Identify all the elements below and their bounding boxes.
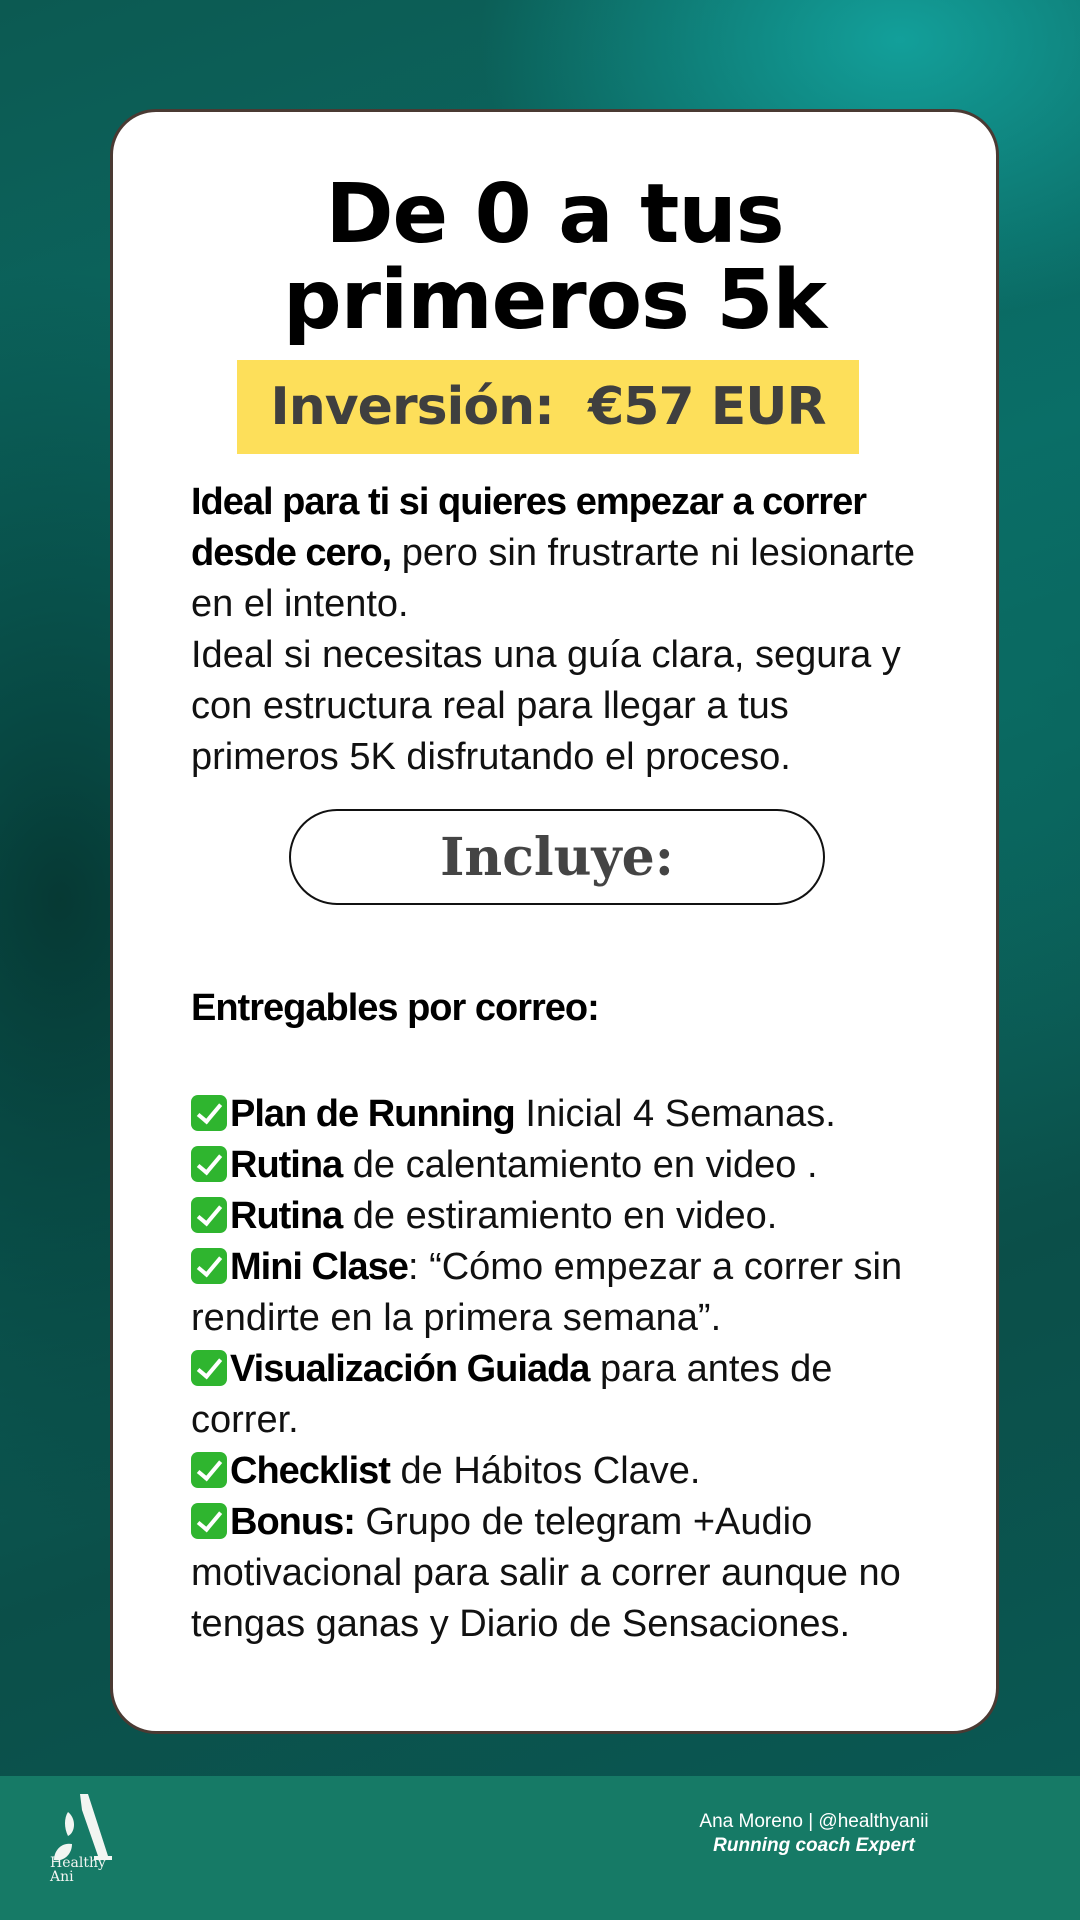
intro-second: Ideal si necesitas una guía clara, segura y con estructura real para llegar a tus primeros 5K disfrutando el proceso. <box>191 634 901 778</box>
logo-wordmark: Healthy Ani <box>50 1855 106 1885</box>
item-bold: Rutina <box>230 1195 343 1237</box>
item-bold: Mini Clase <box>230 1246 408 1288</box>
item-bold: Bonus: <box>230 1501 355 1543</box>
check-mark-button-icon <box>191 1503 227 1539</box>
intro-rest: pero sin frustrarte ni lesionarte en el intento. <box>191 532 916 625</box>
item-text: de Hábitos Clave. <box>389 1450 701 1492</box>
item-text: Grupo de telegram +Audio motivacional para salir a correr aunque no tengas ganas y Diario de Sensaciones. <box>191 1501 901 1645</box>
item-bold: Checklist <box>230 1450 390 1492</box>
item-bold: Visualización Guiada <box>230 1348 590 1390</box>
check-mark-button-icon <box>191 1146 227 1182</box>
list-item <box>191 1140 941 1191</box>
price-label: Inversión: €57 EUR <box>270 377 826 437</box>
author-handle: Ana Moreno | @healthyanii <box>699 1811 929 1832</box>
footer-credit <box>684 1810 944 1858</box>
intro-paragraph <box>191 477 931 783</box>
check-mark-button-icon <box>191 1452 227 1488</box>
deliverables-heading: Entregables por correo: <box>191 987 599 1029</box>
item-text: de estiramiento en video. <box>342 1195 778 1237</box>
list-item <box>191 1191 941 1242</box>
list-item <box>191 1089 941 1140</box>
price-highlight <box>237 360 859 454</box>
author-role: Running coach Expert <box>713 1835 915 1856</box>
title-line-1: De 0 a tus <box>325 167 784 262</box>
item-bold: Plan de Running <box>230 1093 515 1135</box>
item-bold: Rutina <box>230 1144 343 1186</box>
title-line-2: primeros 5k <box>282 253 827 348</box>
list-item <box>191 1446 941 1497</box>
list-item <box>191 1344 941 1446</box>
deliverables-list <box>191 1089 941 1650</box>
item-text: de calentamiento en video . <box>342 1144 818 1186</box>
list-item <box>191 1497 941 1650</box>
check-mark-button-icon <box>191 1350 227 1386</box>
item-text: para antes de correr. <box>191 1348 833 1441</box>
includes-pill <box>289 809 825 905</box>
intro-bold: Ideal para ti si quieres empezar a correr desde cero, <box>191 481 867 574</box>
check-mark-button-icon <box>191 1197 227 1233</box>
includes-label: Incluye: <box>440 826 674 888</box>
item-text: : “Cómo empezar a correr sin rendirte en la primera semana”. <box>191 1246 903 1339</box>
footer-bar <box>0 1776 1080 1920</box>
offer-card <box>110 109 999 1734</box>
check-mark-button-icon <box>191 1095 227 1131</box>
item-text: Inicial 4 Semanas. <box>514 1093 836 1135</box>
check-mark-button-icon <box>191 1248 227 1284</box>
offer-title <box>113 167 996 348</box>
list-item <box>191 1242 941 1344</box>
